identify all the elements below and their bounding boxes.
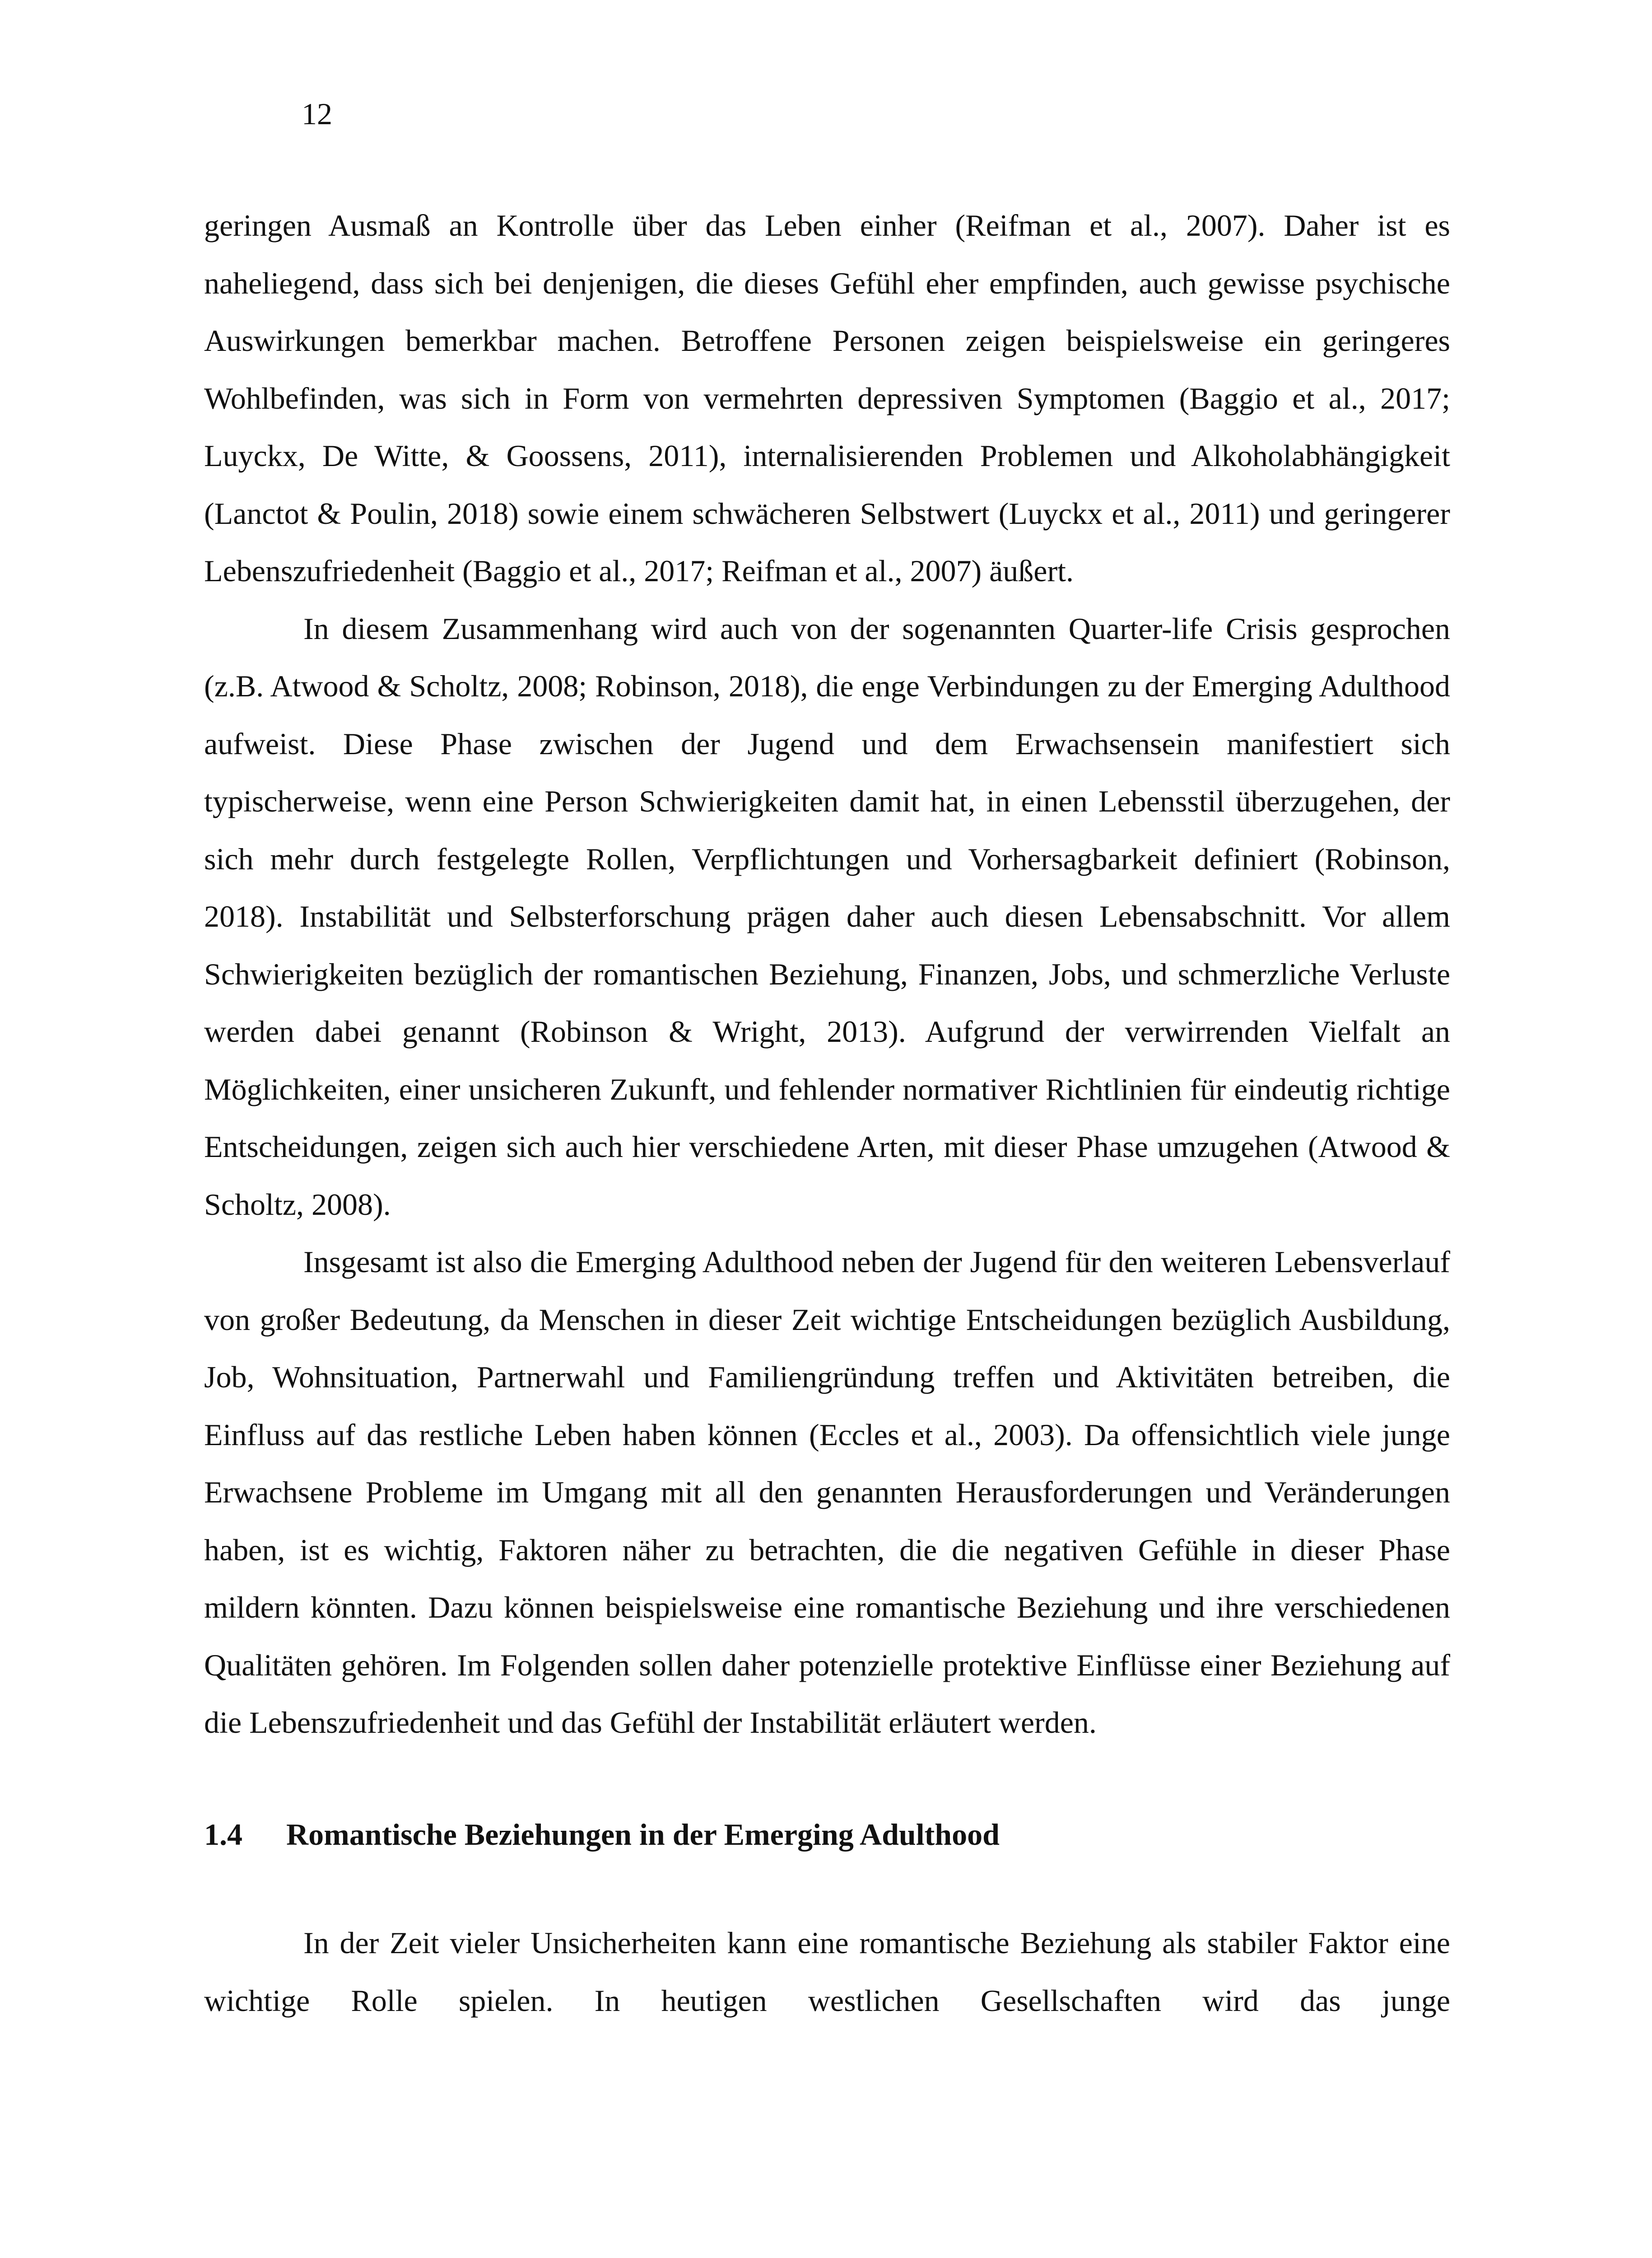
paragraph-2: In diesem Zusammenhang wird auch von der sogenannten Quarter-life Crisis gesprochen (z.B. Atwood & Scholtz, 2008; Robinson, 2018), die enge Verbindungen zu der Emerging Adulthood aufweist. Diese Phase zwischen der Jugend und dem Erwachsensein manifestiert sich typischerweise, wenn eine Person Schwierigkeiten damit hat, in einen Lebensstil überzugehen, der sich mehr durch festgelegte Rollen, Verpflichtungen und Vorhersagbarkeit definiert (Robinson, 2018). Instabilität und Selbsterforschung prägen daher auch diesen Lebensabschnitt. Vor allem Schwierigkeiten bezüglich der romantischen Beziehung, Finanzen, Jobs, und schmerzliche Verluste werden dabei genannt (Robinson & Wright, 2013). Aufgrund der verwirrenden Vielfalt an Möglichkeiten, einer unsicheren Zukunft, und fehlender normativer Richtlinien für eindeutig richtige Entscheidungen, zeigen sich auch hier verschiedene Arten, mit dieser Phase umzugehen (Atwood & Scholtz, 2008).: [204, 611, 1450, 1222]
section-title: Romantische Beziehungen in der Emerging Adulthood: [286, 1817, 1000, 1852]
document-body: [204, 197, 1450, 2029]
section-number: 1.4: [204, 1817, 242, 1852]
paragraph-1: geringen Ausmaß an Kontrolle über das Leben einher (Reifman et al., 2007). Daher ist es naheliegend, dass sich bei denjenigen, die dieses Gefühl eher empfinden, auch gewisse psychische Auswirkungen bemerkbar machen. Betroffene Personen zeigen beispielsweise ein geringeres Wohlbefinden, was sich in Form von vermehrten depressiven Symptomen (Baggio et al., 2017; Luyckx, De Witte, & Goossens, 2011), internalisierenden Problemen und Alkoholabhängigkeit (Lanctot & Poulin, 2018) sowie einem schwächeren Selbstwert (Luyckx et al., 2011) und geringerer Lebenszufriedenheit (Baggio et al., 2017; Reifman et al., 2007) äußert.: [204, 208, 1450, 588]
paragraph-3: Insgesamt ist also die Emerging Adulthood neben der Jugend für den weiteren Lebensverlauf von großer Bedeutung, da Menschen in dieser Zeit wichtige Entscheidungen bezüglich Ausbildung, Job, Wohnsituation, Partnerwahl und Familiengründung treffen und Aktivitäten betreiben, die Einfluss auf das restliche Leben haben können (Eccles et al., 2003). Da offensichtlich viele junge Erwachsene Probleme im Umgang mit all den genannten Herausforderungen und Veränderungen haben, ist es wichtig, Faktoren näher zu betrachten, die die negativen Gefühle in dieser Phase mildern könnten. Dazu können beispielsweise eine romantische Beziehung und ihre verschiedenen Qualitäten gehören. Im Folgenden sollen daher potenzielle protektive Einflüsse einer Beziehung auf die Lebenszufriedenheit und das Gefühl der Instabilität erläutert werden.: [204, 1245, 1450, 1740]
paragraph-4: In der Zeit vieler Unsicherheiten kann eine romantische Beziehung als stabiler Faktor eine wichtige Rolle spielen. In heutigen westlichen Gesellschaften wird das junge: [204, 1926, 1450, 2018]
section-heading: [204, 1806, 1450, 1864]
page-number: 12: [302, 97, 332, 131]
